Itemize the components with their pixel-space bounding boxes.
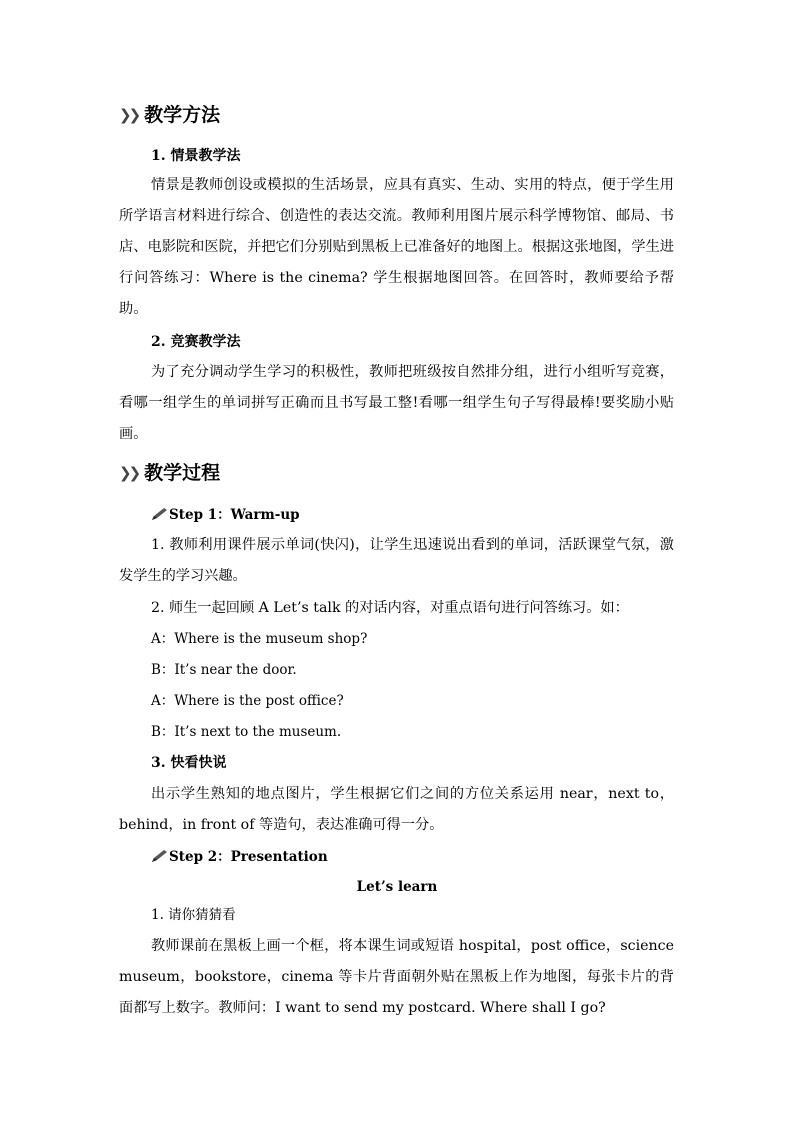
dialog-line: A：Where is the post office? xyxy=(151,693,344,709)
dialog-line: A：Where is the museum shop? xyxy=(151,631,368,647)
step-1-label: Step 1：Warm-up xyxy=(169,507,300,523)
method-1-title: 1. 情景教学法 xyxy=(151,148,241,164)
step-1-item3-title: 3. 快看快说 xyxy=(151,755,227,771)
step-1-item3-text: 出示学生熟知的地点图片，学生根据它们之间的方位关系运用 near，next to，behind，in front of 等造句，表达准确可得一分。 xyxy=(119,786,674,833)
section-title: 教学方法 xyxy=(144,104,221,126)
method-1-text: 情景是教师创设或模拟的生活场景，应具有真实、生动、实用的特点，便于学生用所学语言材料进行综合、创造性的表达交流。教师利用图片展示科学博物馆、邮局、书店、电影院和医院，并把它们分别贴到黑板上已准备好的地图上。根据这张地图，学生进行问答练习：Where is the cinema? 学生根据地图回答。在回答时，教师要给予帮助。 xyxy=(119,177,674,317)
step-2-title xyxy=(151,847,328,869)
step-2-item1-text: 教师课前在黑板上画一个框，将本课生词或短语 hospital，post office，science museum，bookstore，cinema 等卡片背面朝外贴在黑板上作为地图，每张卡片的背面都写上数字。教师问：I want to send my postcard. Where shall I go? xyxy=(119,938,674,1016)
double-chevron-icon: ❯❯ xyxy=(119,464,139,482)
step-1-p1: 1. 教师利用课件展示单词(快闪)，让学生迅速说出看到的单词，活跃课堂气氛，激发学生的学习兴趣。 xyxy=(119,537,674,584)
pen-icon xyxy=(151,507,168,527)
method-2-text: 为了充分调动学生学习的积极性，教师把班级按自然排分组，进行小组听写竞赛，看哪一组学生的单词拼写正确而且书写最工整!看哪一组学生句子写得最棒!要奖励小贴画。 xyxy=(119,364,674,442)
dialog-line: B：It’s near the door. xyxy=(151,662,297,678)
section-heading-methods xyxy=(119,103,220,128)
step-2-subtitle: Let’s learn xyxy=(356,879,438,895)
step-1-title xyxy=(151,505,300,527)
step-1-p2: 2. 师生一起回顾 A Let’s talk 的对话内容，对重点语句进行问答练习。如： xyxy=(151,600,629,616)
step-2-label: Step 2：Presentation xyxy=(169,849,328,865)
dialog-line: B：It’s next to the museum. xyxy=(151,724,342,740)
section-title: 教学过程 xyxy=(144,462,221,484)
step-2-item1-title: 1. 请你猜猜看 xyxy=(151,907,236,923)
pen-icon xyxy=(151,849,168,869)
section-heading-process xyxy=(119,461,220,486)
double-chevron-icon: ❯❯ xyxy=(119,106,139,124)
method-2-title: 2. 竞赛教学法 xyxy=(151,334,241,350)
